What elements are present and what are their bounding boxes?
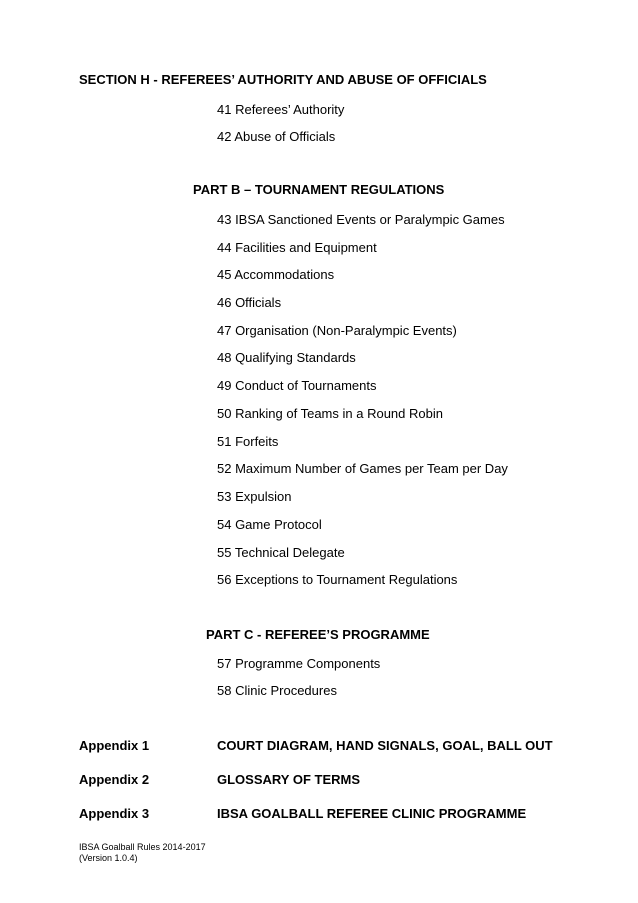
toc-item-58: 58 Clinic Procedures xyxy=(217,683,337,698)
toc-item-55: 55 Technical Delegate xyxy=(217,545,345,560)
toc-item-43: 43 IBSA Sanctioned Events or Paralympic Games xyxy=(217,212,505,227)
toc-item-45: 45 Accommodations xyxy=(217,267,335,282)
section-h-heading: SECTION H - REFEREES’ AUTHORITY AND ABUSE OF OFFICIALS xyxy=(79,72,487,87)
appendix-2-label: Appendix 2 xyxy=(79,772,150,787)
page-footer xyxy=(79,842,206,865)
part-b-heading: PART B – TOURNAMENT REGULATIONS xyxy=(193,182,445,197)
toc-item-52: 52 Maximum Number of Games per Team per Day xyxy=(217,461,508,476)
footer-line-2: (Version 1.0.4) xyxy=(79,853,138,864)
appendix-2-title: GLOSSARY OF TERMS xyxy=(217,772,361,787)
toc-item-47: 47 Organisation (Non-Paralympic Events) xyxy=(217,323,457,338)
toc-item-44: 44 Facilities and Equipment xyxy=(217,240,377,255)
toc-item-48: 48 Qualifying Standards xyxy=(217,350,356,365)
appendix-3-label: Appendix 3 xyxy=(79,806,150,821)
toc-item-49: 49 Conduct of Tournaments xyxy=(217,378,377,393)
part-c-heading: PART C - REFEREE’S PROGRAMME xyxy=(206,627,430,642)
footer-line-1: IBSA Goalball Rules 2014-2017 xyxy=(79,842,206,852)
toc-item-56: 56 Exceptions to Tournament Regulations xyxy=(217,572,458,587)
toc-item-50: 50 Ranking of Teams in a Round Robin xyxy=(217,406,443,421)
toc-item-57: 57 Programme Components xyxy=(217,656,381,671)
toc-item-46: 46 Officials xyxy=(217,295,282,310)
appendix-1-label: Appendix 1 xyxy=(79,738,150,753)
toc-item-41: 41 Referees’ Authority xyxy=(217,102,345,117)
toc-item-54: 54 Game Protocol xyxy=(217,517,322,532)
toc-item-51: 51 Forfeits xyxy=(217,434,279,449)
toc-item-53: 53 Expulsion xyxy=(217,489,292,504)
toc-item-42: 42 Abuse of Officials xyxy=(217,129,336,144)
appendix-1-title: COURT DIAGRAM, HAND SIGNALS, GOAL, BALL OUT xyxy=(217,738,553,753)
appendix-3-title: IBSA GOALBALL REFEREE CLINIC PROGRAMME xyxy=(217,806,527,821)
